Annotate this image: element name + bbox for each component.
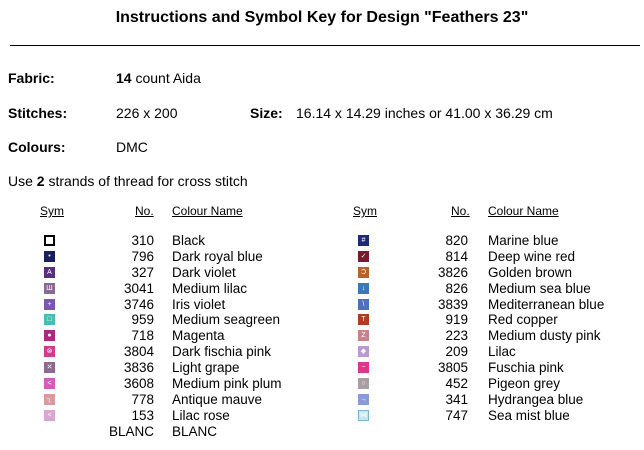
colour-name: Mediterranean blue [488, 296, 605, 312]
stitch-symbol-icon: \ [358, 299, 369, 310]
colour-name: Marine blue [488, 233, 559, 248]
colour-name: Red copper [488, 312, 558, 328]
colour-name: Hydrangea blue [488, 391, 584, 407]
colour-name: Magenta [172, 328, 225, 344]
colour-name: Black [172, 233, 206, 248]
right-sym-header: Sym [353, 204, 377, 218]
colours-value: DMC [116, 139, 148, 155]
colour-name: Pigeon grey [488, 376, 561, 392]
dmc-number: 747 [445, 407, 468, 423]
colour-row [0, 265, 644, 281]
right-name-header: Colour Name [488, 204, 559, 218]
left-no-header: No. [135, 204, 154, 218]
left-sym-header: Sym [40, 204, 64, 218]
dmc-number: 153 [131, 407, 154, 423]
stitch-symbol-icon: < [44, 410, 55, 421]
right-no-header: No. [451, 204, 470, 218]
size-label: Size: [250, 105, 283, 121]
colour-name: Dark fischia pink [172, 344, 272, 360]
page-title: Instructions and Symbol Key for Design "Feathers 23" [115, 9, 529, 26]
stitches-value: 226 x 200 [116, 105, 178, 121]
strands-count: 2 [36, 173, 45, 189]
strands-instruction [8, 173, 248, 189]
colour-name: Medium pink plum [172, 376, 282, 392]
dmc-number: 959 [131, 312, 154, 328]
colour-name: Lilac [488, 344, 516, 360]
dmc-number: 452 [445, 376, 468, 392]
dmc-number: 778 [131, 391, 154, 407]
colour-row [0, 328, 644, 344]
stitch-symbol-icon: ✕ [44, 362, 55, 373]
colour-name: Dark royal blue [172, 248, 263, 264]
colour-name: Lilac rose [172, 407, 230, 423]
dmc-number: 919 [445, 312, 468, 328]
colour-row [0, 297, 644, 313]
colour-name: Medium sea blue [488, 280, 591, 296]
stitch-symbol-icon: ⋈ [360, 411, 367, 419]
stitch-symbol-icon: ◆ [358, 346, 369, 357]
stitch-symbol-icon: Ɔ [358, 267, 369, 278]
colour-name: Medium dusty pink [488, 328, 601, 344]
stitch-symbol-icon: # [358, 235, 369, 246]
dmc-number: 3839 [437, 296, 468, 312]
colour-row [0, 424, 320, 440]
stitch-symbol-icon: ○ [358, 378, 369, 389]
stitch-symbol-icon: ● [44, 330, 55, 341]
fabric-count: 14 [116, 70, 132, 86]
fabric-type: count Aida [131, 70, 201, 86]
colour-name: Iris violet [172, 296, 226, 312]
colour-row [0, 360, 644, 376]
stitch-symbol-icon: + [44, 299, 55, 310]
colour-name: BLANC [172, 423, 218, 439]
stitch-symbol-icon: • [44, 251, 55, 262]
colour-row [0, 344, 644, 360]
colour-name: Antique mauve [172, 391, 263, 407]
dmc-number: 3836 [123, 360, 154, 376]
dmc-number: 3041 [123, 280, 154, 296]
colour-row [0, 392, 644, 408]
dmc-number: 820 [445, 233, 468, 248]
dmc-number: 814 [445, 248, 468, 264]
colour-name: Medium seagreen [172, 312, 281, 328]
dmc-number: 341 [445, 391, 468, 407]
stitch-symbol-icon: < [44, 378, 55, 389]
colour-name: Deep wine red [488, 248, 576, 264]
colour-name: Golden brown [488, 264, 573, 280]
dmc-number: 718 [131, 328, 154, 344]
dmc-number: 327 [131, 264, 154, 280]
stitch-symbol-icon: A [44, 267, 55, 278]
dmc-number: 3826 [437, 264, 468, 280]
colour-name: Dark violet [172, 264, 236, 280]
colour-row [0, 249, 644, 265]
stitch-symbol-icon: Z [358, 330, 369, 341]
stitch-symbol-icon: ✓ [358, 251, 369, 262]
dmc-number: 796 [131, 248, 154, 264]
dmc-number: 310 [131, 233, 154, 248]
stitch-symbol-icon: − [358, 362, 369, 373]
stitch-symbol-icon: ⊗ [44, 346, 55, 357]
stitch-symbol-icon: ┐ [44, 394, 55, 405]
size-value: 16.14 x 14.29 inches or 41.00 x 36.29 cm [296, 105, 553, 121]
stitch-symbol-icon: ↓ [358, 283, 369, 294]
colour-row [0, 281, 644, 297]
colour-name: Fuschia pink [488, 360, 564, 376]
colour-row [0, 408, 644, 424]
colour-row [0, 233, 644, 249]
dmc-number: 3608 [123, 376, 154, 392]
fabric-label: Fabric: [8, 70, 55, 86]
stitch-symbol-icon: T [358, 314, 369, 325]
dmc-number: 3805 [437, 360, 468, 376]
stitch-symbol-icon: → [360, 395, 367, 403]
stitch-symbol-icon: Ш [44, 283, 55, 294]
strands-prefix: Use [8, 173, 37, 189]
dmc-number: BLANC [108, 423, 154, 439]
colour-name: Medium lilac [172, 280, 248, 296]
divider [10, 45, 640, 46]
colour-name: Light grape [172, 360, 240, 376]
dmc-number: 826 [445, 280, 468, 296]
right-colour-list [0, 233, 644, 424]
dmc-number: 3804 [123, 344, 154, 360]
fabric-value [116, 70, 201, 86]
colour-row [0, 376, 644, 392]
colours-label: Colours: [8, 139, 66, 155]
stitch-symbol-icon: □ [44, 314, 55, 325]
colour-row [0, 312, 644, 328]
dmc-number: 209 [445, 344, 468, 360]
dmc-number: 3746 [123, 296, 154, 312]
strands-suffix: strands of thread for cross stitch [44, 173, 248, 189]
left-name-header: Colour Name [172, 204, 243, 218]
colour-name: Sea mist blue [488, 407, 570, 423]
stitches-label: Stitches: [8, 105, 68, 121]
dmc-number: 223 [445, 328, 468, 344]
